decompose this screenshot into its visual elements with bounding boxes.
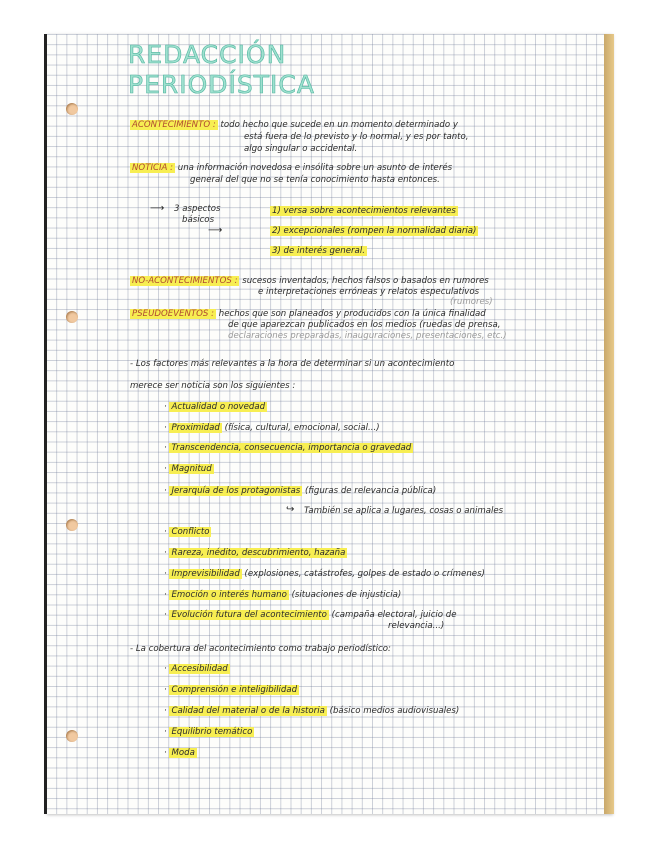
- section-intro: merece ser noticia son los siguientes :: [130, 381, 296, 391]
- factor-label: Emoción o interés humano: [171, 590, 287, 600]
- cobertura-detail: (básico medios audiovisuales): [329, 706, 460, 716]
- list-item: · Imprevisibilidad (explosiones, catástrofes, golpes de estado o crímenes): [164, 569, 485, 579]
- factor-label: Transcendencia, consecuencia, importancia o gravedad: [171, 443, 412, 453]
- factor-detail: (situaciones de injusticia): [291, 590, 402, 600]
- definition-text: sucesos inventados, hechos falsos o basados en rumores: [242, 276, 489, 286]
- arrow-icon: ↪: [286, 504, 295, 515]
- definition-text: de que aparezcan publicados en los medios (ruedas de prensa,: [228, 320, 501, 330]
- definition-acontecimiento: [130, 120, 458, 131]
- definition-text: hechos que son planeados y producidos con la única finalidad: [218, 309, 486, 319]
- punch-hole: [66, 519, 78, 531]
- cobertura-label: Equilibrio temático: [171, 727, 253, 737]
- definition-text: una información novedosa e insólita sobre un asunto de interés: [177, 163, 453, 173]
- list-item: · Jerarquía de los protagonistas (figuras de relevancia pública): [164, 486, 437, 496]
- factor-label: Conflicto: [171, 527, 210, 537]
- title-line-2: PERIODÍSTICA: [128, 70, 315, 99]
- punch-hole: [66, 311, 78, 323]
- definition-text: declaraciones preparadas, inauguraciones, presentaciones, etc.): [228, 331, 507, 341]
- list-item: · Emoción o interés humano (situaciones de injusticia): [164, 590, 402, 600]
- factor-label: Imprevisibilidad: [171, 569, 240, 579]
- section-intro: - La cobertura del acontecimiento como trabajo periodístico:: [130, 644, 391, 654]
- punch-hole: [66, 103, 78, 115]
- factor-detail: (campaña electoral, juicio de: [331, 610, 457, 620]
- arrow-icon: ⟶: [208, 225, 223, 236]
- definition-text: está fuera de lo previsto y lo normal, y es por tanto,: [244, 132, 469, 142]
- term-no-acontecimientos: NO-ACONTECIMIENTOS :: [132, 276, 238, 286]
- factor-label: Magnitud: [171, 464, 212, 474]
- definition-text: e interpretaciones erróneas y relatos especulativos: [258, 287, 480, 297]
- factor-label: Jerarquía de los protagonistas: [171, 486, 301, 496]
- cobertura-label: Moda: [171, 748, 195, 758]
- list-item: · Moda: [164, 748, 195, 758]
- cobertura-label: Calidad del material o de la historia: [171, 706, 325, 716]
- list-item: · Magnitud: [164, 464, 212, 474]
- factor-detail: (explosiones, catástrofes, golpes de estado o crímenes): [244, 569, 485, 579]
- list-item: · Equilibrio temático: [164, 727, 253, 737]
- list-item: · Comprensión e inteligibilidad: [164, 685, 298, 695]
- list-item: · Accesibilidad: [164, 664, 228, 674]
- aspectos-label: básicos: [182, 215, 215, 225]
- factor-detail: (física, cultural, emocional, social...): [224, 423, 380, 433]
- definition-text: general del que no se tenía conocimiento hasta entonces.: [190, 175, 440, 185]
- list-item: · Evolución futura del acontecimiento (campaña electoral, juicio de: [164, 610, 457, 620]
- aspecto-text: 3) de interés general.: [272, 246, 365, 256]
- aspecto-item: [270, 206, 458, 217]
- term-noticia: NOTICIA :: [132, 163, 174, 173]
- factor-label: Evolución futura del acontecimiento: [171, 610, 327, 620]
- list-item: · Proximidad (física, cultural, emocional, social...): [164, 423, 380, 433]
- definition-pseudoeventos: [130, 309, 486, 320]
- factor-detail: (figuras de relevancia pública): [305, 486, 437, 496]
- list-item: · Rareza, inédito, descubrimiento, hazaña: [164, 548, 346, 558]
- aspecto-item: [270, 226, 478, 237]
- factor-label: Rareza, inédito, descubrimiento, hazaña: [171, 548, 346, 558]
- list-item: · Calidad del material o de la historia (básico medios audiovisuales): [164, 706, 460, 716]
- list-item: · Conflicto: [164, 527, 210, 537]
- factor-label: Actualidad o novedad: [171, 402, 266, 412]
- section-intro: - Los factores más relevantes a la hora de determinar si un acontecimiento: [130, 359, 455, 369]
- factor-label: Proximidad: [171, 423, 220, 433]
- arrow-icon: ⟶: [150, 203, 165, 214]
- cobertura-label: Accesibilidad: [171, 664, 228, 674]
- list-item: · Transcendencia, consecuencia, importancia o gravedad: [164, 443, 412, 453]
- aspecto-text: 2) excepcionales (rompen la normalidad diaria): [272, 226, 477, 236]
- cobertura-label: Comprensión e inteligibilidad: [171, 685, 298, 695]
- factor-detail: relevancia...): [388, 621, 445, 631]
- sheet-edge: [44, 34, 47, 814]
- definition-text: todo hecho que sucede en un momento determinado y: [220, 120, 458, 130]
- term-pseudoeventos: PSEUDOEVENTOS :: [132, 309, 215, 319]
- table-edge: [604, 34, 614, 814]
- aspectos-label: 3 aspectos: [174, 204, 221, 214]
- definition-noticia: [130, 163, 452, 174]
- definition-no-acontecimientos: [130, 276, 489, 287]
- annotation-note: (rumores): [450, 297, 493, 307]
- aspecto-text: 1) versa sobre acontecimientos relevantes: [272, 206, 456, 216]
- title-line-1: REDACCIÓN: [128, 40, 287, 69]
- aspecto-item: [270, 246, 367, 257]
- punch-hole: [66, 730, 78, 742]
- factor-note: También se aplica a lugares, cosas o animales: [304, 506, 504, 516]
- term-acontecimiento: ACONTECIMIENTO :: [132, 120, 216, 130]
- list-item: · Actualidad o novedad: [164, 402, 266, 412]
- definition-text: algo singular o accidental.: [244, 144, 358, 154]
